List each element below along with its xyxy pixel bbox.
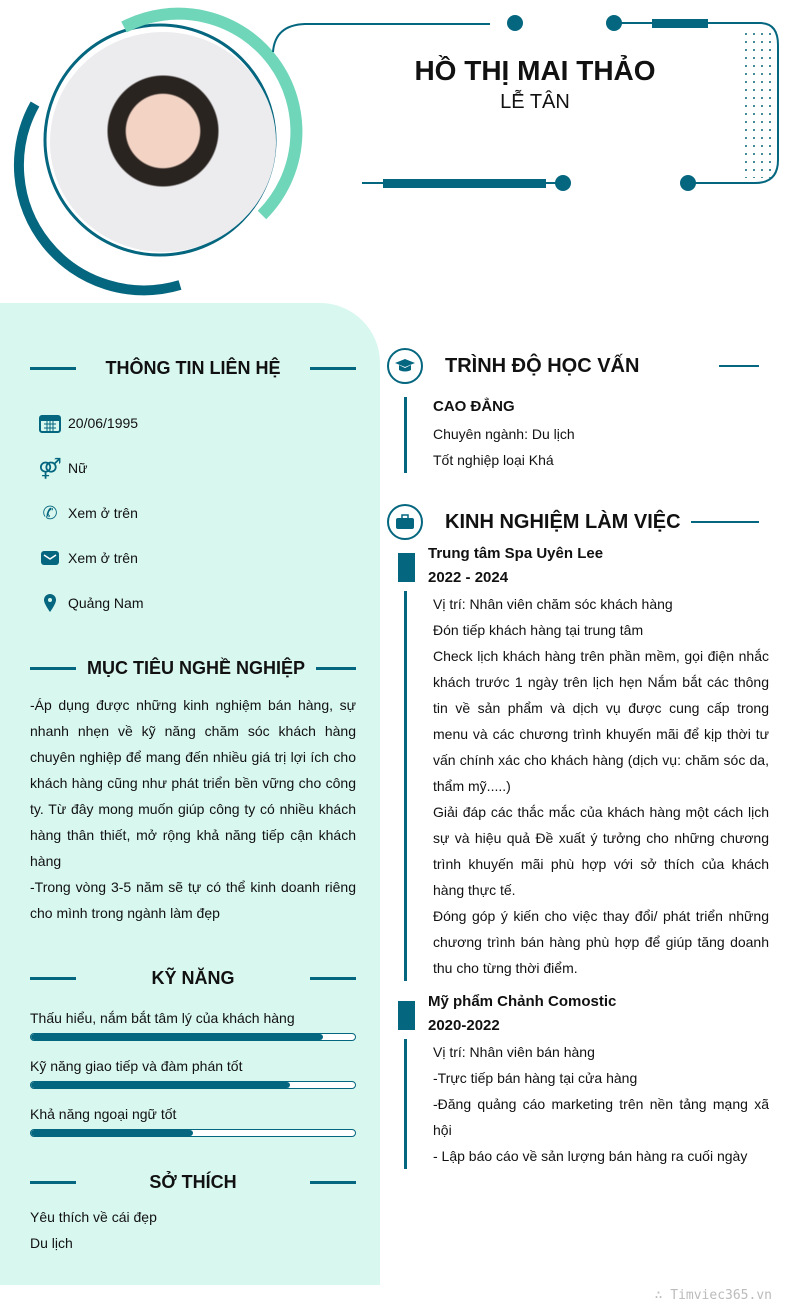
skills-heading — [30, 968, 356, 989]
job-timeline — [404, 1039, 407, 1169]
phone-icon: ✆ — [42, 502, 58, 523]
calendar-icon — [38, 412, 62, 434]
email-icon — [38, 547, 62, 569]
objective-paragraph-2: -Trong vòng 3-5 năm sẽ tự có thể kinh doanh riêng cho mình trong ngành làm đẹp — [30, 879, 356, 921]
education-heading-text: TRÌNH ĐỘ HỌC VẤN — [445, 354, 640, 377]
objective-heading-text: MỤC TIÊU NGHỀ NGHIỆP — [86, 658, 305, 678]
skill-item — [30, 1010, 356, 1041]
objective-heading — [30, 658, 356, 679]
education-major: Chuyên ngành: Du lịch — [433, 426, 575, 442]
skill-item — [30, 1058, 356, 1089]
job-line: Vị trí: Nhân viên bán hàng — [433, 1044, 595, 1060]
job-line: Đóng góp ý kiến cho việc thay đổi/ phát triển những chương trình bán hàng phù hợp để giúp tăng doanh thu cho từng thời điểm. — [433, 908, 769, 976]
job-line: Giải đáp các thắc mắc của khách hàng một cách lịch sự và hiệu quả Đề xuất ý tưởng cho những chương trình khuyến mãi phù hợp với sở thích của khách hàng thực tế. — [433, 804, 769, 898]
contact-email — [38, 547, 138, 569]
education-timeline — [404, 397, 407, 473]
job-line: Vị trí: Nhân viên chăm sóc khách hàng — [433, 596, 673, 612]
job-description — [433, 1039, 769, 1169]
job-line: Check lịch khách hàng trên phần mềm, gọi điện nhắc khách trước 1 ngày trên lịch hẹn Nắm bắt các thông tin về sản phẩm và dịch vụ được cung cấp trong menu và các chương trình khuyến mãi để kịp thời tư vấn chính xác cho khách hàng (dịch vụ: chăm sóc da, thẩm mỹ.....) — [433, 648, 769, 794]
location-value: Quảng Nam — [68, 595, 144, 611]
education-heading — [387, 348, 759, 384]
hobby-item: Du lịch — [30, 1235, 73, 1251]
education-degree: CAO ĐẲNG — [433, 398, 515, 415]
job-marker — [398, 1001, 415, 1030]
skill-bar — [30, 1129, 356, 1137]
job-period: 2020-2022 — [428, 1017, 500, 1034]
profile-photo — [50, 32, 276, 252]
candidate-name: HỒ THỊ MAI THẢO — [414, 55, 656, 86]
gender-value: Nữ — [68, 460, 88, 476]
job-marker — [398, 553, 415, 582]
skill-bar-fill — [31, 1130, 193, 1136]
hobbies-list — [30, 1204, 356, 1256]
contact-phone — [38, 502, 138, 524]
skill-bar-fill — [31, 1082, 290, 1088]
skill-bar-fill — [31, 1034, 323, 1040]
skill-bar — [30, 1081, 356, 1089]
education-grade: Tốt nghiệp loại Khá — [433, 452, 554, 468]
objective-text — [30, 692, 356, 926]
job-period: 2022 - 2024 — [428, 569, 509, 586]
location-icon — [38, 592, 62, 614]
experience-heading-text: KINH NGHIỆM LÀM VIỆC — [445, 510, 681, 533]
skill-item — [30, 1106, 356, 1137]
gender-icon: ⚤ — [38, 457, 62, 480]
job-description — [433, 591, 769, 981]
graduation-cap-icon — [387, 348, 423, 384]
skills-heading-text: KỸ NĂNG — [151, 968, 235, 988]
email-value: Xem ở trên — [68, 550, 138, 566]
job-header — [428, 990, 616, 1038]
contact-heading — [30, 358, 356, 379]
watermark: ∴ Timviec365.vn — [654, 1288, 772, 1303]
job-company: Mỹ phẩm Chảnh Comostic — [428, 993, 617, 1010]
job-line: Đón tiếp khách hàng tại trung tâm — [433, 622, 644, 638]
hobbies-heading-text: SỞ THÍCH — [149, 1172, 237, 1192]
job-timeline — [404, 591, 407, 981]
contact-location — [38, 592, 143, 614]
job-line: - Lập báo cáo về sản lượng bán hàng ra cuối ngày — [433, 1148, 748, 1164]
education-details — [433, 421, 769, 473]
skill-bar — [30, 1033, 356, 1041]
job-line: -Trực tiếp bán hàng tại cửa hàng — [433, 1070, 638, 1086]
skill-label: Thấu hiểu, nắm bắt tâm lý của khách hàng — [30, 1010, 295, 1026]
job-title: LỄ TÂN — [500, 91, 570, 113]
experience-heading — [387, 504, 759, 540]
contact-gender — [38, 457, 87, 479]
job-company: Trung tâm Spa Uyên Lee — [428, 545, 604, 562]
objective-paragraph-1: -Áp dụng được những kinh nghiệm bán hàng, sự nhanh nhẹn về kỹ năng chăm sóc khách hàng chuyên nghiệp để mang đến nhiều giá trị lợi ích cho khách hàng cũng như phát triển bền vững cho công ty. Từ đây mong muốn giúp công ty có nhiều khách hàng thân thiết, mở rộng khả năng tiếp cận khách hàng — [30, 697, 356, 869]
phone-value: Xem ở trên — [68, 505, 138, 521]
job-header — [428, 542, 603, 590]
briefcase-icon — [387, 504, 423, 540]
job-line: -Đăng quảng cáo marketing trên nền tảng mạng xã hội — [433, 1096, 769, 1138]
birthday-value: 20/06/1995 — [68, 415, 139, 431]
skill-label: Kỹ năng giao tiếp và đàm phán tốt — [30, 1058, 243, 1074]
contact-heading-text: THÔNG TIN LIÊN HỆ — [105, 358, 281, 378]
contact-birthday — [38, 412, 138, 434]
hobbies-heading — [30, 1172, 356, 1193]
skill-label: Khả năng ngoại ngữ tốt — [30, 1106, 177, 1122]
hobby-item: Yêu thích về cái đẹp — [30, 1209, 157, 1225]
